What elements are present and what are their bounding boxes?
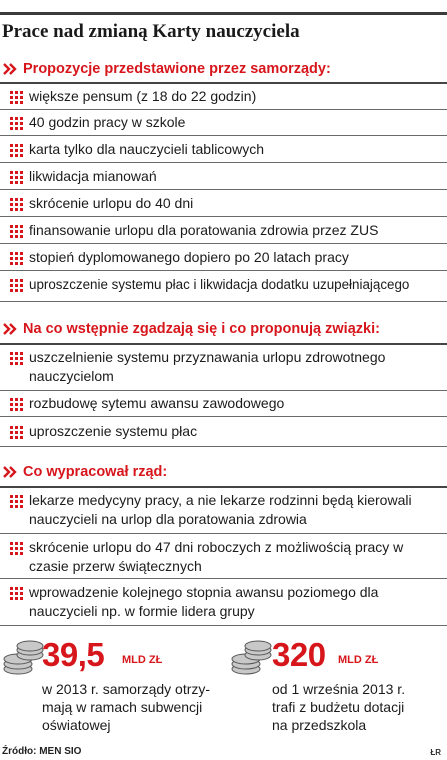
- section-rule: [0, 82, 447, 84]
- section-rule: [0, 486, 447, 488]
- list-item: [0, 246, 447, 271]
- list-item-text: skrócenie urlopu do 40 dni: [29, 195, 194, 211]
- double-chevron-right-icon: [2, 321, 20, 337]
- dot-grid-icon: [10, 252, 23, 265]
- section-heading-rzad: [2, 461, 442, 483]
- list-item-text: uproszczenie systemu płac: [29, 423, 198, 439]
- dot-grid-icon: [10, 587, 23, 600]
- list-item: [0, 219, 447, 244]
- list-item: [0, 489, 447, 534]
- stat-unit: MLD ZŁ: [122, 654, 163, 666]
- list-item-text: uszczelnienie systemu przyznawania urlopu zdrowotnego nauczycielom: [29, 349, 386, 384]
- list-item: [0, 392, 447, 417]
- list-item-text: stopień dyplomowanego dopiero po 20 latach pracy: [29, 249, 349, 265]
- section-heading-label: Na co wstępnie zgadzają się i co proponują związki:: [23, 321, 380, 337]
- stat-block-przedszkola: [230, 636, 444, 740]
- list-item-text: skrócenie urlopu do 47 dni roboczych z możliwością pracy w czasie przerw świątecznych: [29, 539, 404, 574]
- stat-value: 39,5: [42, 636, 105, 673]
- dot-grid-icon: [10, 495, 23, 508]
- page-title: Prace nad zmianą Karty nauczyciela: [2, 21, 300, 42]
- section-heading-label: Propozycje przedstawione przez samorządy:: [23, 61, 331, 77]
- list-item: [0, 420, 447, 447]
- list-item-text: wprowadzenie kolejnego stopnia awansu poziomego dla nauczycieli np. w formie lidera grupy: [29, 584, 379, 619]
- source-note: Źródło: MEN SIO: [2, 746, 82, 757]
- coin-stack-icon: [230, 640, 274, 676]
- list-item: [0, 273, 447, 302]
- dot-grid-icon: [10, 171, 23, 184]
- dot-grid-icon: [10, 91, 23, 104]
- list-item-text: likwidacja mianowań: [29, 168, 157, 184]
- list-item: [0, 165, 447, 190]
- stat-description: w 2013 r. samorządy otrzy- mają w ramach subwencji oświatowej: [42, 681, 211, 733]
- list-item: [0, 192, 447, 217]
- dot-grid-icon: [10, 542, 23, 555]
- list-item-text: lekarze medycyny pracy, a nie lekarze rodzinni będą kierowali nauczycieli na urlop dla poratowania zdrowia: [29, 492, 412, 527]
- dot-grid-icon: [10, 225, 23, 238]
- double-chevron-right-icon: [2, 464, 20, 480]
- dot-grid-icon: [10, 144, 23, 157]
- dot-grid-icon: [10, 398, 23, 411]
- stat-value: 320: [272, 636, 326, 673]
- list-item-text: finansowanie urlopu dla poratowania zdrowia przez ZUS: [29, 222, 379, 238]
- dot-grid-icon: [10, 117, 23, 130]
- dot-grid-icon: [10, 426, 23, 439]
- dot-grid-icon: [10, 279, 23, 292]
- list-item: [0, 581, 447, 626]
- list-item-text: uproszczenie systemu płac i likwidacja dodatku uzupełniającego: [29, 277, 410, 292]
- list-item-text: rozbudowę sytemu awansu zawodowego: [29, 395, 285, 411]
- section-heading-label: Co wypracował rząd:: [23, 464, 168, 480]
- list-item: [0, 346, 447, 391]
- author-credit: ŁR: [430, 748, 441, 757]
- coin-stack-icon: [2, 640, 46, 676]
- list-item: [0, 85, 447, 110]
- list-item-text: karta tylko dla nauczycieli tablicowych: [29, 141, 264, 157]
- list-item: [0, 536, 447, 579]
- stat-block-subwencja: [2, 636, 222, 740]
- list-item: [0, 111, 447, 136]
- dot-grid-icon: [10, 198, 23, 211]
- list-item-text: większe pensum (z 18 do 22 godzin): [29, 88, 257, 104]
- section-heading-zwiazki: [2, 318, 442, 340]
- stat-unit: MLD ZŁ: [338, 654, 379, 666]
- list-item: [0, 138, 447, 163]
- list-item-text: 40 godzin pracy w szkole: [29, 114, 186, 130]
- section-rule: [0, 343, 447, 345]
- stat-description: od 1 września 2013 r. trafi z budżetu dotacji na przedszkola: [272, 681, 406, 733]
- section-heading-samorzady: [2, 58, 442, 80]
- dot-grid-icon: [10, 352, 23, 365]
- double-chevron-right-icon: [2, 61, 20, 77]
- top-rule: [0, 12, 447, 15]
